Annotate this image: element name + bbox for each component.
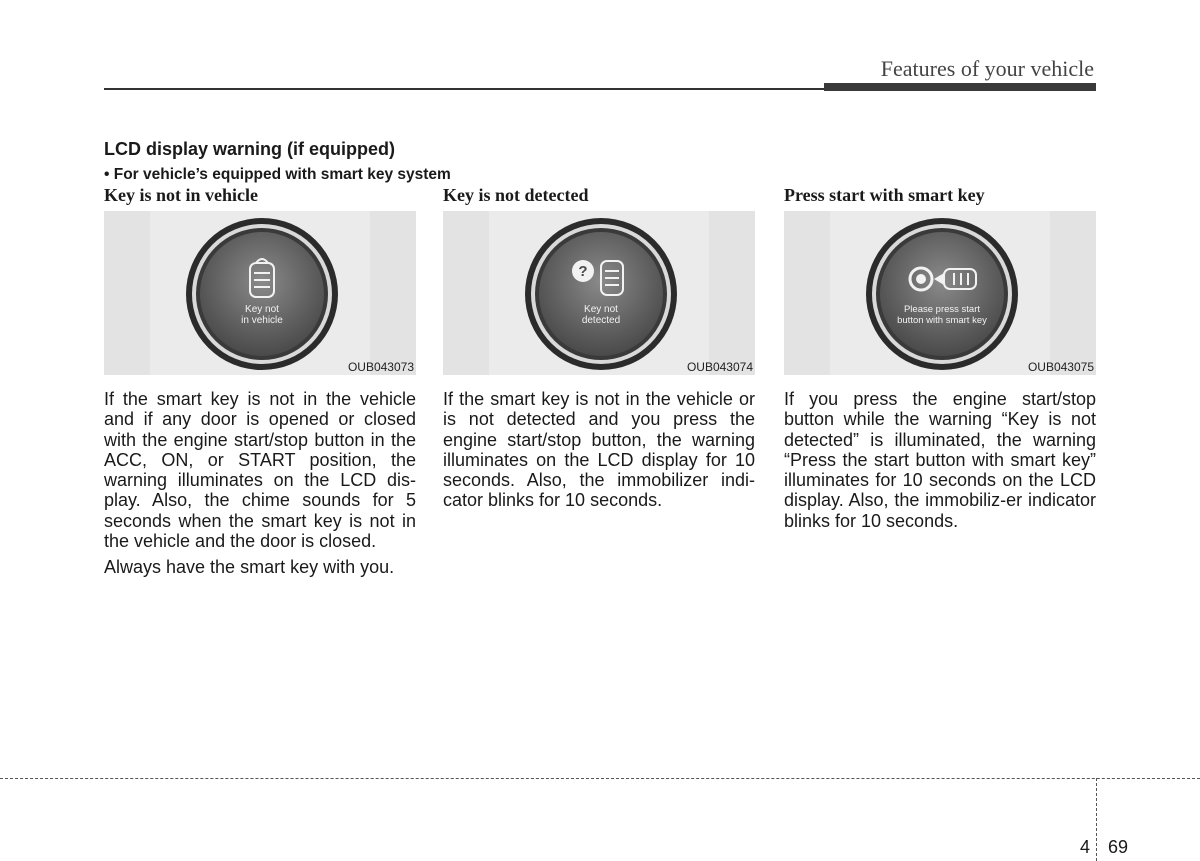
lcd-figure bbox=[104, 211, 416, 375]
column-body bbox=[784, 389, 1096, 531]
column-key-not-detected bbox=[443, 183, 755, 517]
display-line-2: button with smart key bbox=[897, 315, 987, 326]
page-number bbox=[1080, 837, 1128, 858]
page-header-title: Features of your vehicle bbox=[880, 56, 1094, 81]
figure-code: OUB043074 bbox=[686, 360, 753, 374]
header-rule-thick bbox=[824, 83, 1096, 91]
figure-code: OUB043075 bbox=[1027, 360, 1094, 374]
column-body bbox=[104, 389, 416, 578]
lcd-figure bbox=[784, 211, 1096, 375]
display-line-1: Key not bbox=[584, 304, 618, 315]
lcd-display-graphic bbox=[784, 211, 1096, 375]
column-press-start-with-smart-key bbox=[784, 183, 1096, 537]
display-line-2: detected bbox=[581, 315, 621, 326]
paragraph: If you press the engine start/stop button while the warning “Key is not detected” is illuminated, the warning “Press the start button with smart key” illuminates for 10 seconds on the LCD display. Also, the immobiliz-er indicator blinks for 10 seconds. bbox=[784, 389, 1096, 531]
column-heading: Key is not in vehicle bbox=[104, 185, 258, 205]
column-key-not-in-vehicle bbox=[104, 183, 416, 584]
display-line-1: Please press start bbox=[903, 304, 981, 315]
column-body bbox=[443, 389, 755, 511]
svg-text:?: ? bbox=[578, 263, 588, 280]
figure-code: OUB043073 bbox=[347, 360, 414, 374]
display-line-1: Key not bbox=[245, 304, 279, 315]
section-subtitle: • For vehicle’s equipped with smart key system bbox=[104, 166, 451, 183]
paragraph: If the smart key is not in the vehicle or is not detected and you press the engine start/stop button, the warning illuminates on the LCD display for 10 seconds. Also, the immobilizer indi-cator blinks for 10 seconds. bbox=[443, 389, 755, 511]
paragraph: Always have the smart key with you. bbox=[104, 557, 395, 578]
footer-dashed-rule bbox=[0, 778, 1200, 779]
lcd-display-graphic bbox=[104, 211, 416, 375]
lcd-figure bbox=[443, 211, 755, 375]
section-title: LCD display warning (if equipped) bbox=[104, 139, 396, 159]
paragraph: If the smart key is not in the vehicle and if any door is opened or closed with the engine start/stop button in the ACC, ON, or START position, the warning illuminates on the LCD dis-play. Also, the chime sounds for 5 seconds when the smart key is not in the vehicle and the door is closed. bbox=[104, 389, 416, 552]
column-heading: Key is not detected bbox=[443, 185, 589, 205]
column-heading: Press start with smart key bbox=[784, 185, 985, 205]
lcd-display-graphic bbox=[443, 211, 755, 375]
page-number-value: 69 bbox=[1108, 837, 1129, 857]
header-rule-thin bbox=[104, 88, 826, 90]
display-line-2: in vehicle bbox=[241, 315, 283, 326]
chapter-number: 4 bbox=[1080, 837, 1091, 857]
